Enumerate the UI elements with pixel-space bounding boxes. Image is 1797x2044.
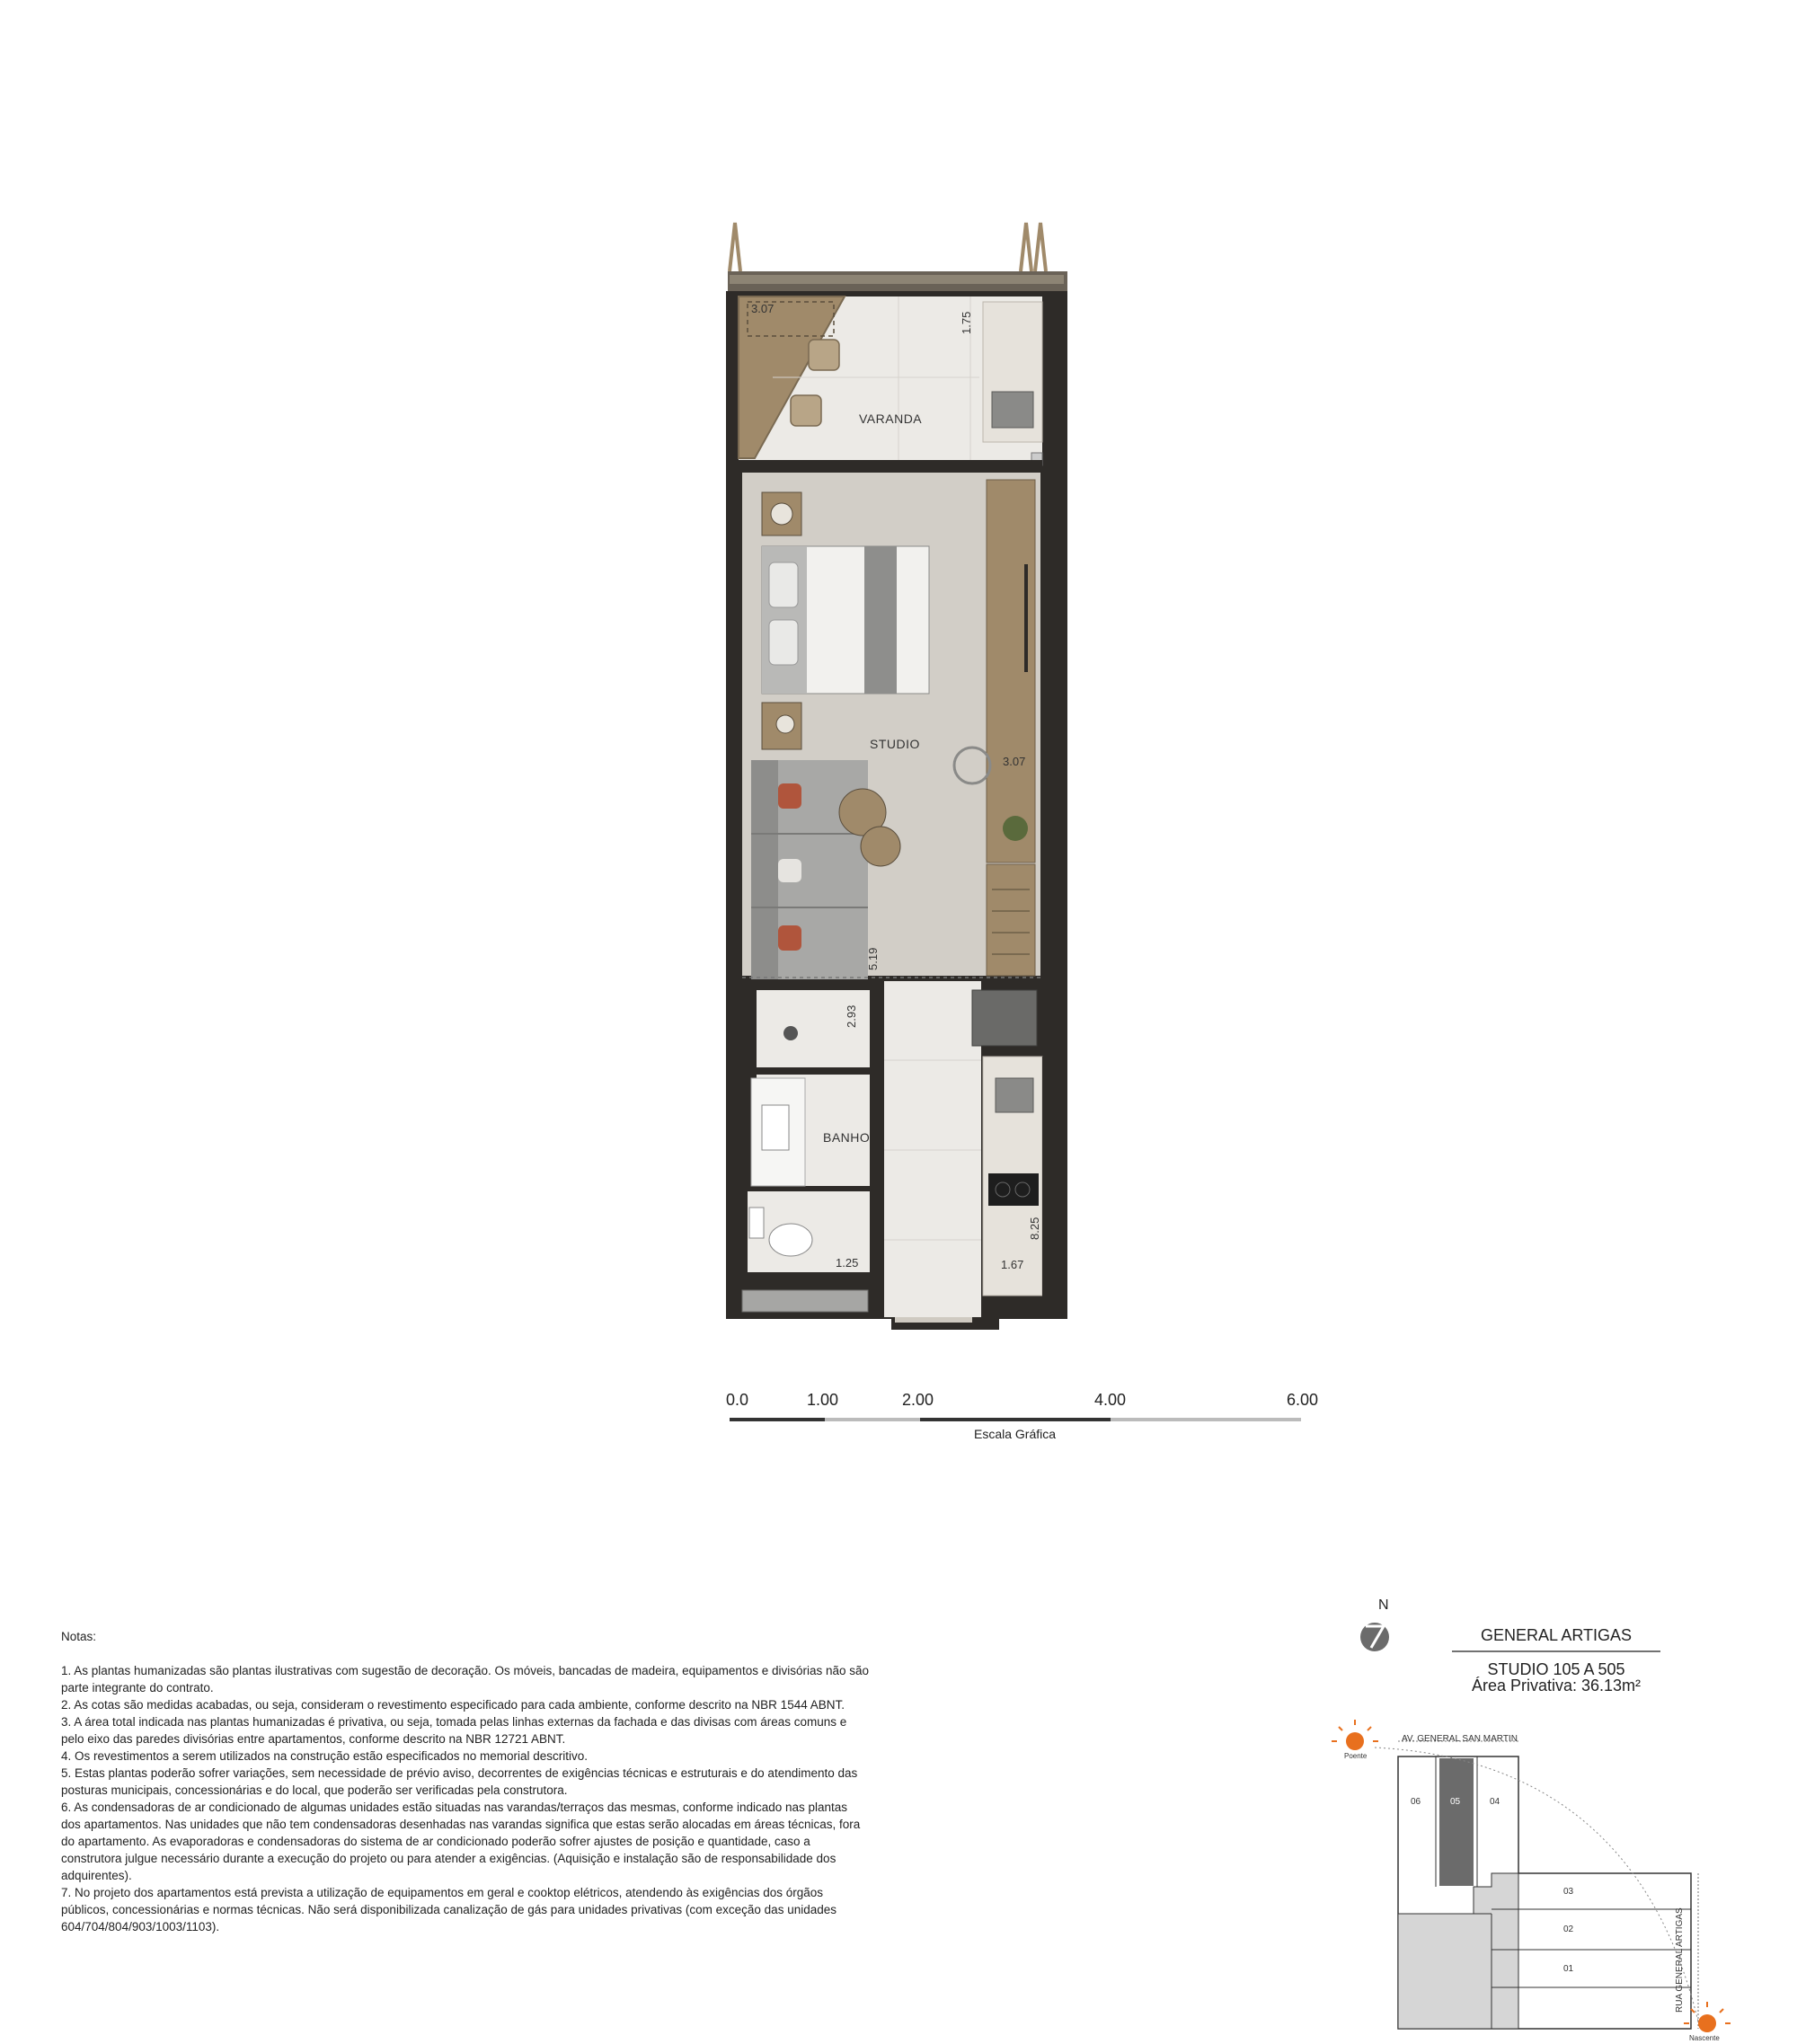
plant	[1003, 816, 1028, 841]
site-unit-05-highlight	[1439, 1758, 1474, 1886]
shower	[757, 990, 870, 1067]
dimension-label: 3.07	[1003, 755, 1026, 768]
dimension-label: 8.25	[1028, 1217, 1041, 1240]
room-label-banho: BANHO	[823, 1130, 871, 1145]
building-name: GENERAL ARTIGAS	[1480, 1626, 1633, 1644]
sunset-icon	[1332, 1720, 1378, 1750]
entry-door	[895, 1317, 972, 1323]
note-item: 6. As condensadoras de ar condicionado de algumas unidades estão situadas nas varandas/terraços das mesmas, conforme indicado nas plantas dos apartamentos. Nas unidades que não tem condensadoras desenhadas nas varandas significa que estas serão alocadas em áreas técnicas, fora do apartamento. As evaporadoras e condensadoras do sistema de ar condicionado poderão sofrer ajustes de posição e quantidade, caso a construtora julgue necessário durante a execução do projeto ou para atender a exigências. (Aquisição e instalação são de responsabilidade dos adquirentes).	[61, 1801, 861, 1882]
dimension-label: 1.75	[960, 311, 973, 334]
sunrise-label: Nascente	[1689, 2034, 1720, 2042]
north-label: N	[1378, 1597, 1389, 1613]
street-top-label: AV. GENERAL SAN MARTIN	[1402, 1734, 1518, 1744]
site-unit-label: 02	[1563, 1925, 1574, 1934]
note-item: 7. No projeto dos apartamentos está prevista a utilização de equipamentos em geral e cooktop elétricos, atendendo às exigências dos órgãos públicos, concessionárias e normas técnicas. Não será disponibilizada canalização de gás para unidades privativas (com exceção das unidades 604/704/804/903/1003/1103).	[61, 1886, 837, 1933]
site-unit-label: 04	[1490, 1797, 1500, 1807]
dimension-label: 1.67	[1001, 1258, 1024, 1271]
shoe-rack	[987, 864, 1035, 976]
north-arrow-icon	[1360, 1623, 1389, 1651]
site-unit-label: 05	[1450, 1797, 1461, 1807]
site-plan	[1375, 1741, 1698, 2029]
scale-tick-label: 6.00	[1287, 1391, 1319, 1409]
scale-tick-label: 1.00	[807, 1391, 839, 1409]
room-label-studio: STUDIO	[870, 737, 920, 751]
dimension-label: 1.25	[836, 1256, 859, 1270]
toilet	[769, 1224, 812, 1256]
kitchen-sink	[996, 1078, 1033, 1112]
note-item: 4. Os revestimentos a serem utilizados na construção estão especificados no memorial descritivo.	[61, 1749, 589, 1763]
notes-title: Notas:	[61, 1630, 97, 1643]
room-label-varanda: VARANDA	[859, 411, 923, 426]
bathroom-sink	[762, 1105, 789, 1150]
private-area: Área Privativa: 36.13m²	[1471, 1677, 1642, 1694]
site-unit-label: 06	[1411, 1797, 1421, 1807]
scale-bar	[730, 1418, 1301, 1421]
note-item: 2. As cotas são medidas acabadas, ou seja, consideram o revestimento especificado para cada ambiente, conforme descrito na NBR 1544 ABNT.	[61, 1698, 845, 1712]
unit-range: STUDIO 105 A 505	[1487, 1660, 1625, 1678]
scale-tick-label: 0.0	[726, 1391, 749, 1409]
coffee-table-small	[861, 827, 900, 866]
bathroom-window	[742, 1290, 868, 1312]
dimension-label: 5.19	[866, 947, 880, 970]
street-right-label: RUA GENERAL ARTIGAS	[1675, 1907, 1685, 2013]
scale-tick-label: 2.00	[902, 1391, 934, 1409]
dimension-label: 2.93	[845, 1004, 858, 1028]
site-unit-label: 01	[1563, 1964, 1574, 1974]
dimension-label: 3.07	[751, 302, 775, 315]
kitchen-floor	[884, 981, 981, 1317]
sunset-label: Poente	[1344, 1752, 1368, 1760]
scale-caption: Escala Gráfica	[974, 1427, 1057, 1441]
note-item: 5. Estas plantas poderão sofrer variações, sem necessidade de prévio aviso, decorrentes de exigências técnicas e estruturais e do atendimento das posturas municipais, concessionárias e do local, que poderão ser verificadas pela construtora.	[61, 1766, 858, 1797]
fridge	[972, 990, 1037, 1046]
balcony-railing	[730, 223, 1046, 271]
scale-tick-label: 4.00	[1094, 1391, 1127, 1409]
note-item: 1. As plantas humanizadas são plantas ilustrativas com sugestão de decoração. Os móveis, bancadas de madeira, equipamentos e divisórias não são parte integrante do contrato.	[61, 1664, 870, 1694]
note-item: 3. A área total indicada nas plantas humanizadas é privativa, ou seja, tomada pelas linhas externas da fachada e das divisas com áreas comuns e pelo eixo das paredes divisórias entre apartamentos, conforme descrito na NBR 12721 ABNT.	[61, 1715, 847, 1746]
notes-block	[61, 1628, 870, 1935]
balcony-sink	[992, 392, 1033, 428]
site-unit-label: 03	[1563, 1887, 1574, 1897]
